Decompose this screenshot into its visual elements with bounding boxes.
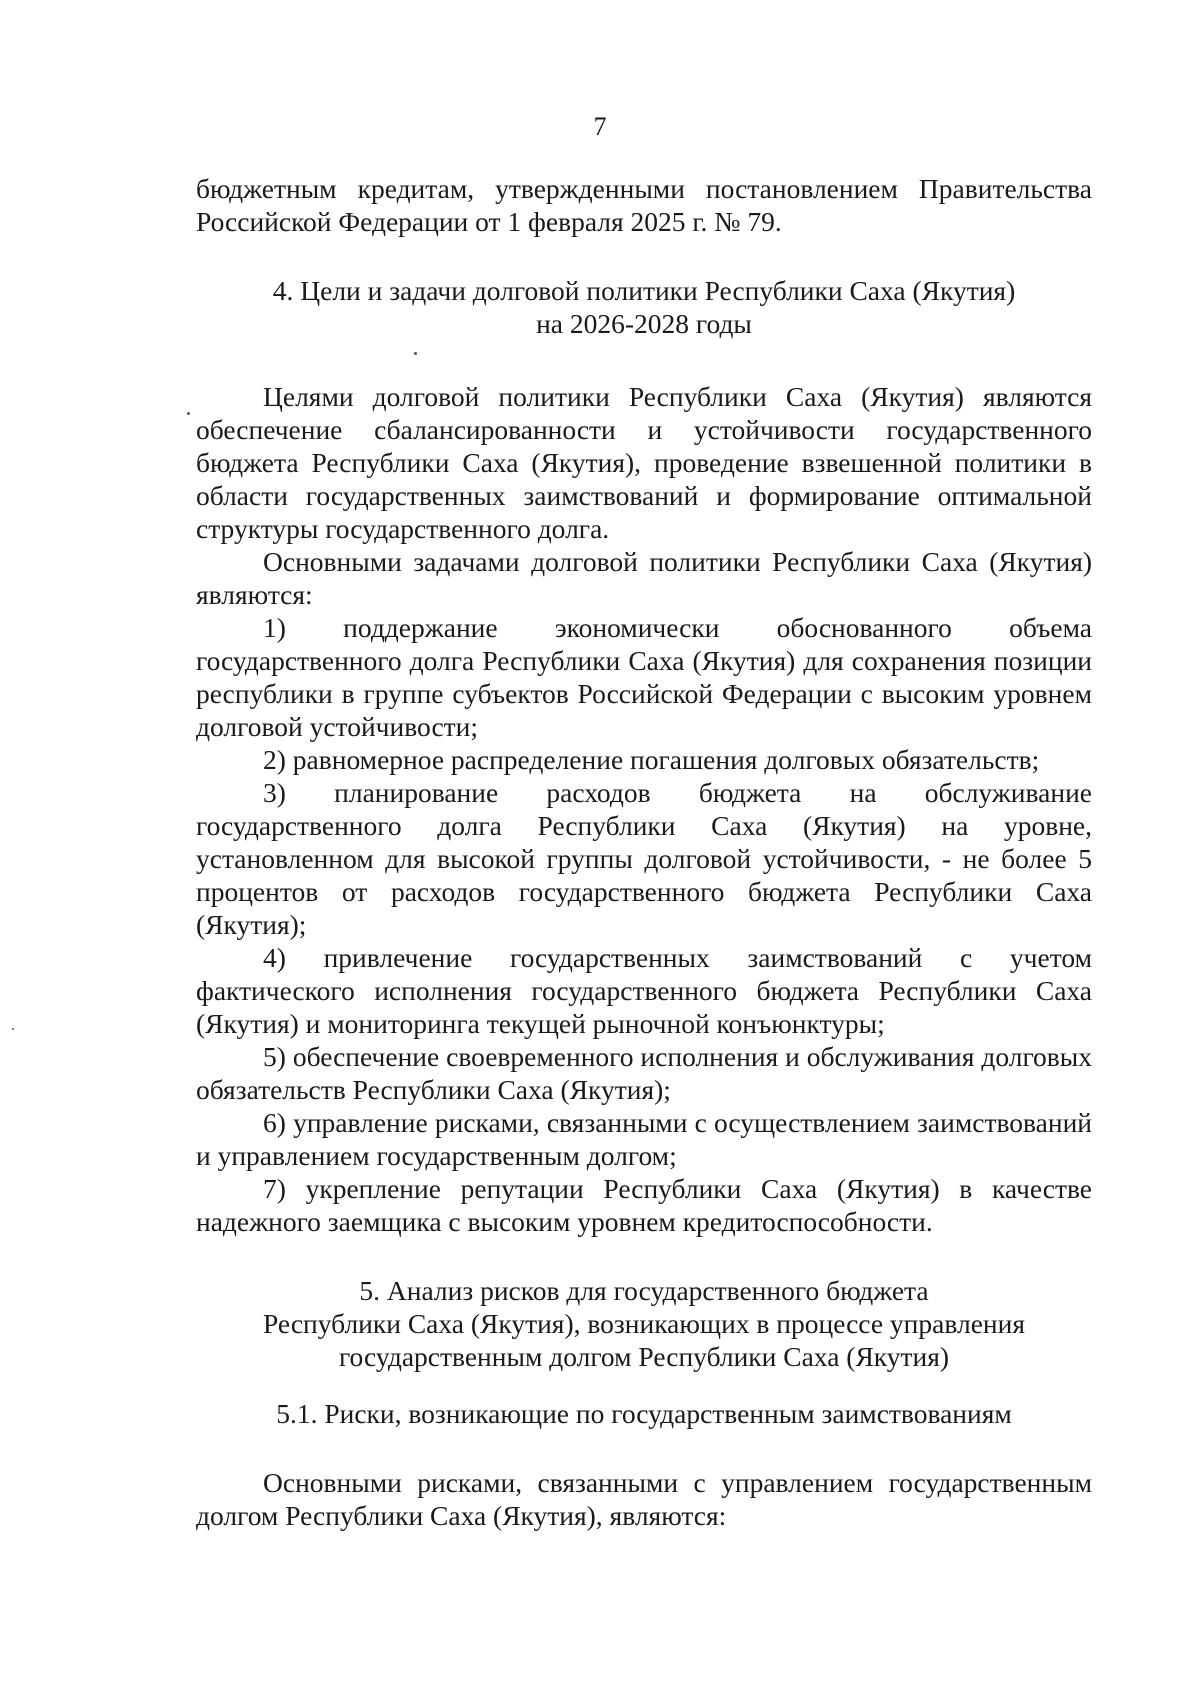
document-body [196, 172, 1092, 1532]
section-4-heading-line-2: на 2026-2028 годы [536, 308, 752, 339]
task-item-3: 3) планирование расходов бюджета на обслуживание государственного долга Республики Саха (Якутия) на уровне, установленном для высокой группы долговой устойчивости, - не более 5 процентов от расходов государственного бюджета Республики Саха (Якутия); [196, 777, 1092, 940]
risks-intro-paragraph: Основными рисками, связанными с управлением государственным долгом Республики Саха (Якутия), являются: [196, 1467, 1092, 1531]
scan-speck [12, 1028, 14, 1030]
continuation-paragraph: бюджетным кредитам, утвержденными постановлением Правительства Российской Федерации от 1 февраля 2025 г. № 79. [196, 173, 1092, 237]
task-item-4: 4) привлечение государственных заимствований с учетом фактического исполнения государственного бюджета Республики Саха (Якутия) и мониторинга текущей рыночной конъюнктуры; [196, 942, 1092, 1039]
section-5-heading-line-2: Республики Саха (Якутия), возникающих в процессе управления [263, 1308, 1025, 1339]
tasks-intro-paragraph: Основными задачами долговой политики Республики Саха (Якутия) являются: [196, 546, 1092, 610]
section-4-heading-line-1: 4. Цели и задачи долговой политики Республики Саха (Якутия) [272, 275, 1016, 306]
task-item-6: 6) управление рисками, связанными с осуществлением заимствований и управлением государственным долгом; [196, 1107, 1092, 1171]
scan-speck [187, 412, 190, 415]
task-item-5: 5) обеспечение своевременного исполнения и обслуживания долговых обязательств Республики Саха (Якутия); [196, 1041, 1092, 1105]
section-5-heading-line-3: государственным долгом Республики Саха (Якутия) [338, 1341, 950, 1372]
task-item-2: 2) равномерное распределение погашения долговых обязательств; [263, 744, 1040, 775]
goals-paragraph: Целями долговой политики Республики Саха (Якутия) являются обеспечение сбалансированности и устойчивости государственного бюджета Республики Саха (Якутия), проведение взвешенной политики в области государственных заимствований и формирование оптимальной структуры государственного долга. [196, 381, 1092, 544]
section-5-1-heading: 5.1. Риски, возникающие по государственным заимствованиям [276, 1398, 1012, 1429]
page-number: 7 [593, 112, 607, 141]
task-item-7: 7) укрепление репутации Республики Саха (Якутия) в качестве надежного заемщика с высоким уровнем кредитоспособности. [196, 1173, 1092, 1237]
section-5-heading-line-1: 5. Анализ рисков для государственного бюджета [359, 1275, 929, 1306]
task-item-1: 1) поддержание экономически обоснованного объема государственного долга Республики Саха (Якутия) для сохранения позиции республики в группе субъектов Российской Федерации с высоким уровнем долговой устойчивости; [196, 612, 1092, 742]
